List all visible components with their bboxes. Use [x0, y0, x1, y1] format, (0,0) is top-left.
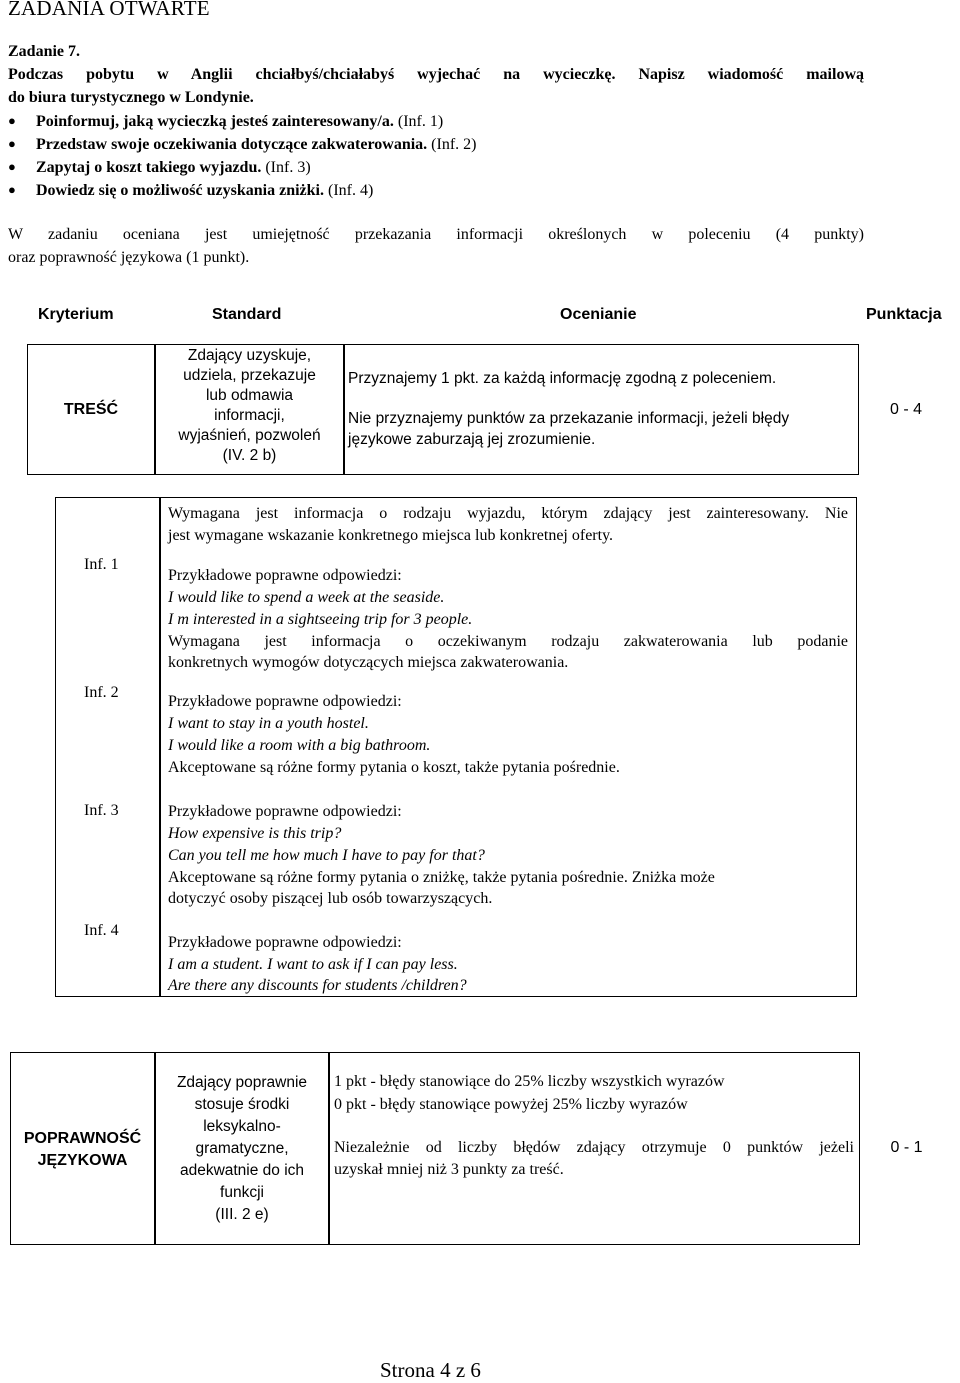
grading-line-2a: Nie przyznajemy punktów za przekazanie informacji, jeżeli błędy [348, 410, 790, 427]
page-number: Strona 4 z 6 [380, 1358, 481, 1382]
task-bullet [8, 159, 311, 177]
standard-line: gramatyczne, [195, 1140, 289, 1157]
bullet-ref: (Inf. 3) [265, 159, 311, 176]
criterion-poprawnosc [10, 1128, 155, 1172]
inf1-requirement-b: jest wymagane wskazanie konkretnego miejsca lub konkretnej oferty. [168, 527, 614, 544]
inf-label: Inf. 3 [84, 802, 119, 819]
language-grading-line-3a: Niezależnie od liczby błędów zdający otrzymuje 0 punktów jeżeli [334, 1139, 854, 1156]
bullet-icon: ● [8, 113, 16, 128]
inf4-requirement-b: dotyczyć osoby piszącej lub osób towarzyszących. [168, 890, 493, 907]
bullet-ref: (Inf. 1) [397, 113, 444, 130]
standard-line: leksykalno- [203, 1118, 281, 1135]
assessment-line-1: W zadaniu oceniana jest umiejętność przekazania informacji określonych w poleceniu (4 punkty) [8, 226, 864, 243]
inf-label: Inf. 1 [84, 556, 119, 573]
task-number: Zadanie 7. [8, 43, 81, 60]
inf-label: Inf. 4 [84, 922, 119, 939]
standard-line: (III. 2 e) [215, 1206, 269, 1223]
standard-line: lub odmawia [205, 387, 294, 404]
bullet-icon: ● [8, 136, 16, 151]
bullet-icon: ● [8, 182, 16, 197]
inf4-requirement-a: Akceptowane są różne formy pytania o zniżkę, także pytania pośrednie. Zniżka może [168, 869, 715, 886]
grading-line-2b: językowe zaburzają jej zrozumienie. [348, 431, 596, 448]
header-standard: Standard [212, 306, 282, 323]
standard-line: adekwatnie do ich [179, 1162, 305, 1179]
grading-line-1: Przyznajemy 1 pkt. za każdą informację zgodną z poleceniem. [348, 370, 777, 387]
criterion-line: JĘZYKOWA [37, 1152, 128, 1169]
bullet-text: Poinformuj, jaką wycieczką jesteś zainteresowany/a. [36, 113, 394, 130]
inf2-requirement-b: konkretnych wymogów dotyczących miejsca zakwaterowania. [168, 654, 569, 671]
standard-line: udziela, przekazuje [183, 367, 316, 384]
task-bullet [8, 136, 476, 154]
header-punktacja: Punktacja [866, 306, 942, 323]
inf4-example-1: I am a student. I want to ask if I can pay less. [168, 956, 458, 973]
inf3-example-2: Can you tell me how much I have to pay for that? [168, 847, 485, 864]
standard-line: Zdający uzyskuje, [187, 347, 312, 364]
inf2-example-1: I want to stay in a youth hostel. [168, 715, 369, 732]
inf2-requirement-a: Wymagana jest informacja o oczekiwanym rodzaju zakwaterowania lub podanie [168, 633, 848, 650]
language-grading-line-3b: uzyskał mniej niż 3 punkty za treść. [334, 1161, 564, 1178]
bullet-text: Zapytaj o koszt takiego wyjazdu. [36, 159, 262, 176]
points-tresc: 0 - 4 [889, 401, 922, 418]
inf4-example-label: Przykładowe poprawne odpowiedzi: [168, 934, 402, 951]
standard-line: informacji, [214, 407, 285, 424]
standard-line: Zdający poprawnie [176, 1074, 308, 1091]
task-bullet [8, 113, 443, 131]
inf3-example-label: Przykładowe poprawne odpowiedzi: [168, 803, 402, 820]
criterion-line: POPRAWNOŚĆ [23, 1130, 142, 1147]
standard-text [155, 346, 344, 466]
inf1-example-1: I would like to spend a week at the seaside. [168, 589, 445, 606]
language-standard-text [155, 1072, 329, 1226]
bullet-text: Przedstaw swoje oczekiwania dotyczące zakwaterowania. [36, 136, 428, 153]
inf3-requirement: Akceptowane są różne formy pytania o koszt, także pytania pośrednie. [168, 759, 620, 776]
task-intro-line-2: do biura turystycznego w Londynie. [8, 89, 254, 106]
bullet-ref: (Inf. 2) [431, 136, 477, 153]
inf1-example-2: I m interested in a sightseeing trip for 3 people. [168, 611, 473, 628]
inf1-requirement-a: Wymagana jest informacja o rodzaju wyjazdu, którym zdający jest zainteresowany. Nie [168, 505, 848, 522]
points-language: 0 - 1 [890, 1139, 923, 1156]
inf2-example-2: I would like a room with a big bathroom. [168, 737, 431, 754]
criterion-tresc: TREŚĆ [63, 401, 119, 418]
page-heading: ZADANIA OTWARTE [8, 0, 210, 20]
inf2-example-label: Przykładowe poprawne odpowiedzi: [168, 693, 402, 710]
assessment-line-2: oraz poprawność językowa (1 punkt). [8, 249, 250, 266]
inf3-example-1: How expensive is this trip? [168, 825, 342, 842]
task-bullet [8, 182, 373, 200]
standard-line: funkcji [220, 1184, 264, 1201]
inf4-example-2: Are there any discounts for students /children? [168, 977, 467, 994]
header-ocenianie: Ocenianie [560, 306, 637, 323]
language-grading-line-1: 1 pkt - błędy stanowiące do 25% liczby wszystkich wyrazów [334, 1073, 725, 1090]
standard-line: (IV. 2 b) [222, 447, 277, 464]
task-intro-line-1: Podczas pobytu w Anglii chciałbyś/chciałabyś wyjechać na wycieczkę. Napisz wiadomość mailową [8, 66, 864, 83]
bullet-text: Dowiedz się o możliwość uzyskania zniżki. [36, 182, 324, 199]
standard-line: stosuje środki [194, 1096, 290, 1113]
header-kryterium: Kryterium [38, 306, 114, 323]
inf1-example-label: Przykładowe poprawne odpowiedzi: [168, 567, 402, 584]
standard-line: wyjaśnień, pozwoleń [178, 427, 321, 444]
bullet-icon: ● [8, 159, 16, 174]
bullet-ref: (Inf. 4) [328, 182, 374, 199]
inf-label: Inf. 2 [84, 684, 119, 701]
language-grading-line-2: 0 pkt - błędy stanowiące powyżej 25% liczby wyrazów [334, 1096, 688, 1113]
